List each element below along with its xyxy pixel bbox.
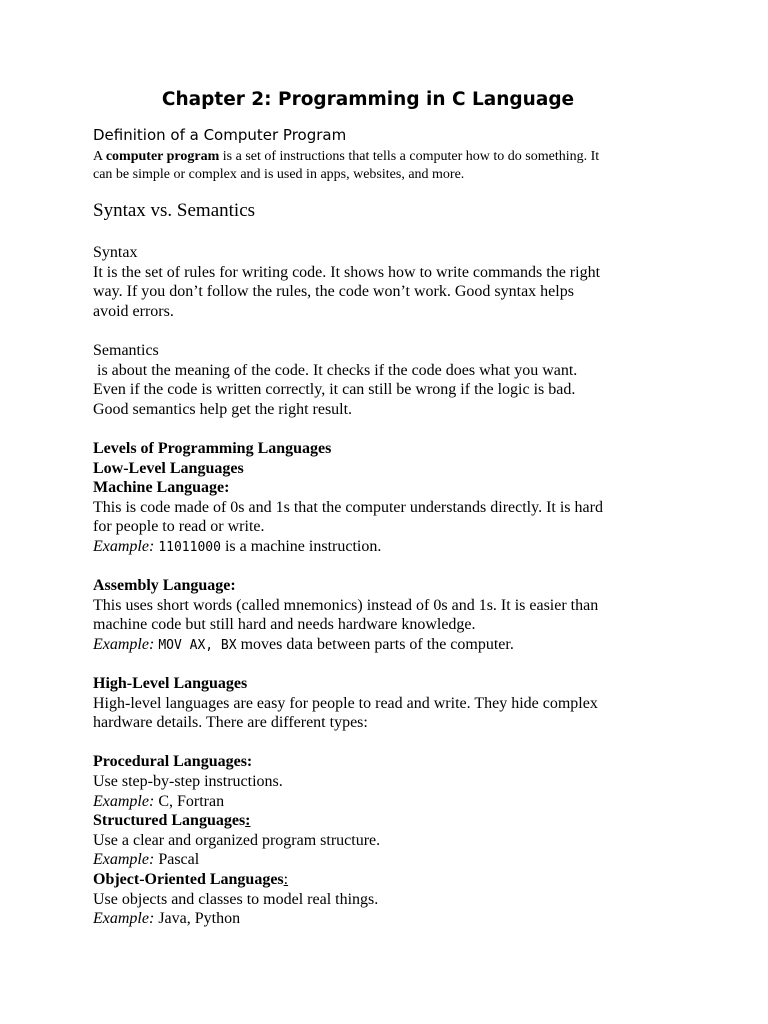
example-rest: moves data between parts of the computer. xyxy=(236,635,514,653)
definition-term: computer program xyxy=(105,149,220,164)
structured-heading-line xyxy=(93,811,683,831)
example-rest: is a machine instruction. xyxy=(220,537,382,555)
example-label: Example: xyxy=(93,537,155,555)
assembly-text-line: This uses short words (called mnemonics) instead of 0s and 1s. It is easier than xyxy=(93,596,599,614)
spacer xyxy=(93,321,683,341)
spacer xyxy=(93,419,683,439)
structured-heading: Structured Languages xyxy=(93,812,246,830)
procedural-heading: Procedural Languages: xyxy=(93,753,253,771)
oop-example xyxy=(93,909,683,929)
example-value: Java, Python xyxy=(154,910,241,928)
syntax-label: Syntax xyxy=(93,244,138,261)
high-level-heading: High-Level Languages xyxy=(93,675,248,693)
semantics-text-line: is about the meaning of the code. It checks if the code does what you want. xyxy=(93,361,578,379)
example-label: Example: xyxy=(93,792,155,810)
example-value: Pascal xyxy=(154,851,200,869)
oop-colon: : xyxy=(283,871,289,888)
oop-heading: Object-Oriented Languages xyxy=(93,871,284,888)
spacer xyxy=(93,733,683,753)
procedural-desc: Use step-by-step instructions. xyxy=(93,773,283,791)
semantics-text-line: Even if the code is written correctly, it can still be wrong if the logic is bad. xyxy=(93,381,576,399)
machine-text-line: This is code made of 0s and 1s that the computer understands directly. It is hard xyxy=(93,498,603,516)
high-level-text-line: High-level languages are easy for people to read and write. They hide complex xyxy=(93,694,598,712)
definition-line-1 xyxy=(93,148,683,166)
machine-text-line: for people to read or write. xyxy=(93,518,265,536)
syntax-text-line: avoid errors. xyxy=(93,302,174,320)
structured-desc: Use a clear and organized program structure. xyxy=(93,831,381,849)
spacer xyxy=(93,557,683,577)
machine-code: 11011000 xyxy=(158,539,221,555)
machine-language-heading: Machine Language: xyxy=(93,479,230,497)
definition-rest: is a set of instructions that tells a computer how to do something. It xyxy=(219,149,600,164)
example-value: C, Fortran xyxy=(154,792,225,810)
example-label: Example: xyxy=(93,635,155,653)
structured-example xyxy=(93,850,683,870)
assembly-example xyxy=(93,635,683,655)
assembly-language-heading: Assembly Language: xyxy=(93,577,236,595)
levels-heading: Levels of Programming Languages xyxy=(93,439,332,457)
oop-heading-line xyxy=(93,870,683,890)
high-level-text-line: hardware details. There are different types: xyxy=(93,714,368,732)
procedural-example xyxy=(93,792,683,812)
document-body xyxy=(93,243,683,929)
example-label: Example: xyxy=(93,910,155,928)
syntax-text-line: way. If you don’t follow the rules, the code won’t work. Good syntax helps xyxy=(93,283,574,301)
oop-desc: Use objects and classes to model real things. xyxy=(93,890,379,908)
assembly-text-line: machine code but still hard and needs hardware knowledge. xyxy=(93,616,476,634)
structured-colon: : xyxy=(245,812,251,830)
spacer xyxy=(93,654,683,674)
definition-heading: Definition of a Computer Program xyxy=(93,126,347,144)
semantics-label: Semantics xyxy=(93,341,159,359)
definition-prefix: A xyxy=(93,149,106,164)
machine-example xyxy=(93,537,683,557)
example-label: Example: xyxy=(93,851,155,869)
low-level-heading: Low-Level Languages xyxy=(93,459,244,477)
definition-line-2: can be simple or complex and is used in apps, websites, and more. xyxy=(93,166,465,182)
assembly-code: MOV AX, BX xyxy=(158,637,237,653)
definition-paragraph xyxy=(93,148,683,183)
chapter-title: Chapter 2: Programming in C Language xyxy=(161,89,575,110)
semantics-text-line: Good semantics help get the right result. xyxy=(93,400,353,418)
syntax-text-line: It is the set of rules for writing code. It shows how to write commands the right xyxy=(93,263,601,281)
syntax-vs-semantics-heading: Syntax vs. Semantics xyxy=(93,200,256,221)
